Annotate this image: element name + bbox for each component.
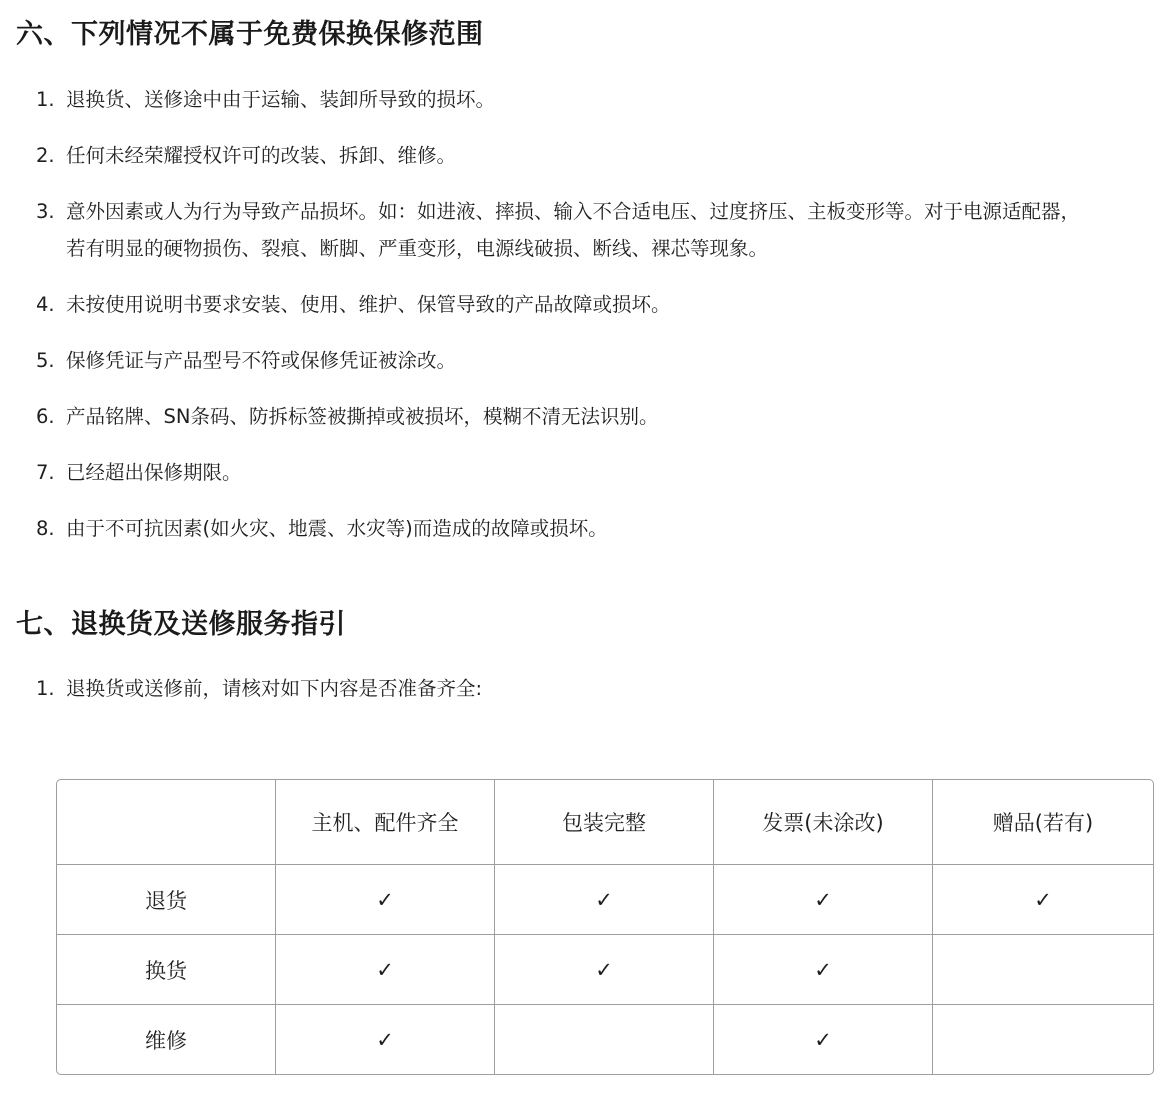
list-item [36, 137, 1166, 174]
list-text: 退换货或送修前，请核对如下内容是否准备齐全: [66, 677, 483, 700]
table-header-corner [57, 780, 276, 865]
list-text: 已经超出保修期限。 [66, 461, 242, 484]
table-header-cell: 包装完整 [495, 780, 714, 865]
list-text: 任何未经荣耀授权许可的改装、拆卸、维修。 [66, 144, 457, 167]
check-mark: ✓ [276, 865, 495, 935]
table-header-cell: 赠品(若有) [933, 780, 1153, 865]
row-label: 维修 [57, 1005, 276, 1074]
check-mark: ✓ [276, 1005, 495, 1074]
section-title-exclusions: 六、下列情况不属于免费保换保修范围 [16, 19, 484, 50]
list-text: 退换货、送修途中由于运输、装卸所导致的损坏。 [66, 88, 496, 111]
table-row [57, 865, 1153, 935]
list-item [36, 81, 1166, 118]
empty-cell [933, 1005, 1153, 1074]
list-item [36, 398, 1166, 435]
list-text-line2: 若有明显的硬物损伤、裂痕、断脚、严重变形，电源线破损、断线、裸芯等现象。 [66, 237, 769, 260]
table-row [57, 1005, 1153, 1074]
table-row [57, 935, 1153, 1005]
row-label: 换货 [57, 935, 276, 1005]
check-mark: ✓ [714, 1005, 933, 1074]
list-number: 5. [36, 349, 55, 372]
list-item [36, 454, 1166, 491]
list-text: 保修凭证与产品型号不符或保修凭证被涂改。 [66, 349, 457, 372]
table-header-cell: 发票(未涂改) [714, 780, 933, 865]
list-item [36, 193, 1166, 267]
check-mark: ✓ [276, 935, 495, 1005]
check-mark: ✓ [495, 935, 714, 1005]
service-guide-list [36, 670, 1166, 726]
list-number: 1. [36, 88, 55, 111]
table-header-cell: 主机、配件齐全 [276, 780, 495, 865]
list-text: 由于不可抗因素(如火灾、地震、水灾等)而造成的故障或损坏。 [66, 517, 608, 540]
empty-cell [495, 1005, 714, 1074]
list-text: 产品铭牌、SN条码、防拆标签被撕掉或被损坏，模糊不清无法识别。 [66, 405, 659, 428]
list-number: 2. [36, 144, 55, 167]
check-mark: ✓ [495, 865, 714, 935]
list-text-line1: 意外因素或人为行为导致产品损坏。如：如进液、摔损、输入不合适电压、过度挤压、主板变形等。对于电源适配器， [66, 200, 1081, 223]
check-mark: ✓ [714, 935, 933, 1005]
list-number: 4. [36, 293, 55, 316]
list-number: 1. [36, 677, 55, 700]
empty-cell [933, 935, 1153, 1005]
exclusions-list [36, 81, 1166, 566]
list-number: 8. [36, 517, 55, 540]
check-mark: ✓ [714, 865, 933, 935]
list-item [36, 670, 1166, 707]
list-number: 3. [36, 200, 55, 223]
list-item [36, 286, 1166, 323]
row-label: 退货 [57, 865, 276, 935]
list-item [36, 342, 1166, 379]
list-text: 未按使用说明书要求安装、使用、维护、保管导致的产品故障或损坏。 [66, 293, 671, 316]
list-number: 7. [36, 461, 55, 484]
list-item [36, 510, 1166, 547]
check-mark: ✓ [933, 865, 1153, 935]
requirements-table [56, 779, 1154, 1075]
section-title-service-guide: 七、退换货及送修服务指引 [16, 609, 346, 640]
table-header-row [57, 780, 1153, 865]
list-number: 6. [36, 405, 55, 428]
